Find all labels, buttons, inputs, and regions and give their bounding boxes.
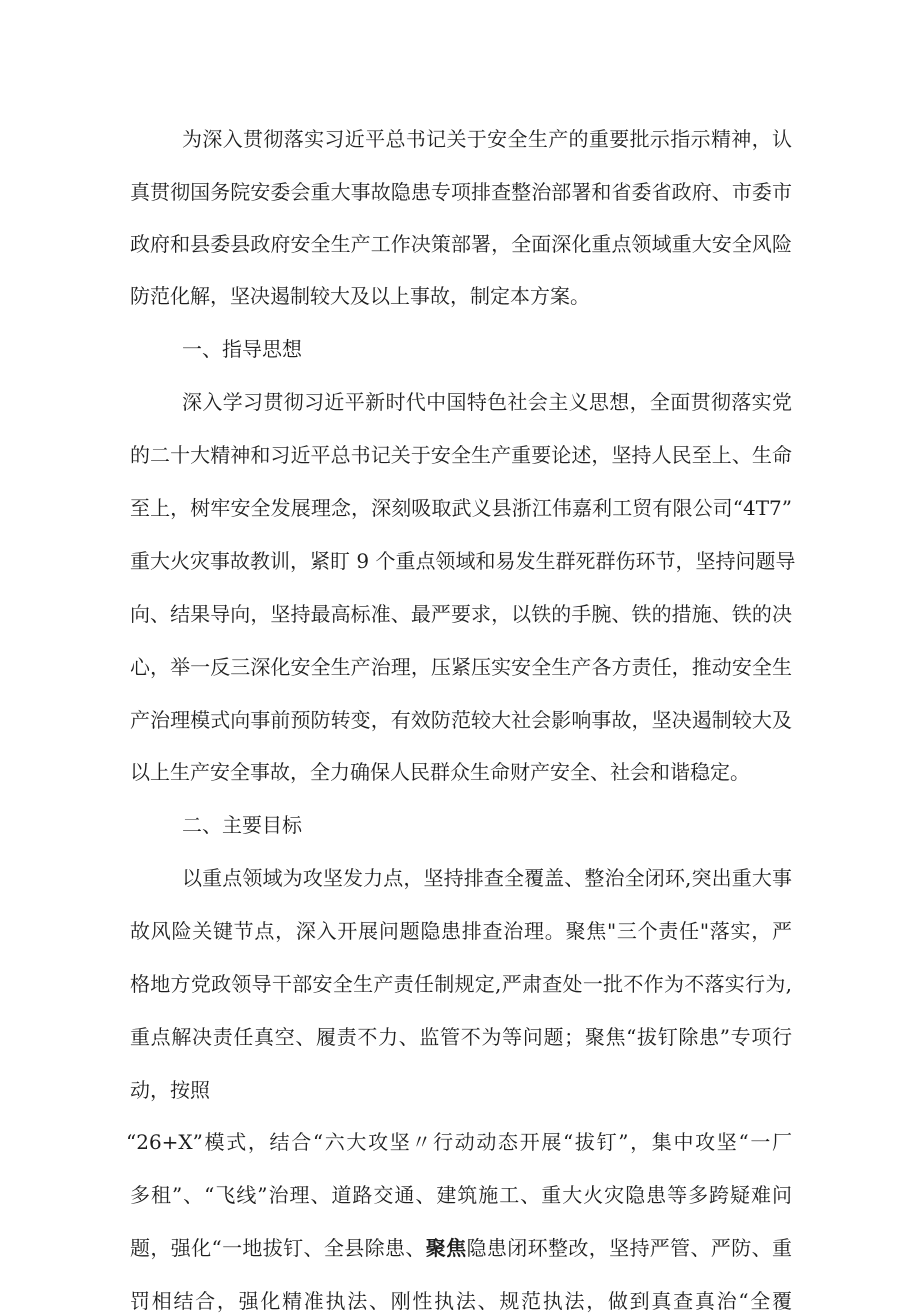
section2-line-3: 格地方党政领导干部安全生产责任制规定,严肃查处一批不作为不落实行为, bbox=[130, 972, 792, 996]
section2-line-5: 动，按照 bbox=[130, 1078, 210, 1102]
section2-line-7: 多租”、“飞线”治理、道路交通、建筑施工、重大火灾隐患等多跨疑难问 bbox=[130, 1183, 792, 1207]
section-heading-main-goals: 二、主要目标 bbox=[182, 813, 302, 837]
section1-line-6: 心，举一反三深化安全生产治理，压紧压实安全生产各方责任，推动安全生 bbox=[130, 655, 792, 679]
section1-line-2: 的二十大精神和习近平总书记关于安全生产重要论述，坚持人民至上、生命 bbox=[130, 443, 792, 467]
section2-line-4: 重点解决责任真空、履责不力、监管不为等问题；聚焦“拔钉除患”专项行 bbox=[130, 1025, 792, 1049]
section-heading-guiding-thought: 一、指导思想 bbox=[182, 337, 302, 361]
section2-line-9: 罚相结合，强化精准执法、刚性执法、规范执法，做到真查真治“全覆 bbox=[130, 1289, 792, 1313]
section2-line-1: 以重点领域为攻坚发力点，坚持排查全覆盖、整治全闭环,突出重大事 bbox=[182, 866, 792, 890]
section1-line-7: 产治理模式向事前预防转变，有效防范较大社会影响事故，坚决遏制较大及 bbox=[130, 708, 792, 732]
intro-line-1: 为深入贯彻落实习近平总书记关于安全生产的重要批示指示精神，认 bbox=[182, 127, 792, 151]
section1-line-1: 深入学习贯彻习近平新时代中国特色社会主义思想，全面贯彻落实党 bbox=[182, 390, 792, 414]
section1-line-3: 至上，树牢安全发展理念，深刻吸取武义县浙江伟嘉利工贸有限公司“4T7” bbox=[130, 496, 792, 520]
intro-line-4: 防范化解，坚决遏制较大及以上事故，制定本方案。 bbox=[130, 284, 590, 308]
section2-line-6: “26+X”模式，结合“六大攻坚〃行动动态开展“拔钉”，集中攻坚“一厂 bbox=[126, 1130, 792, 1154]
section2-line-8-part-1: 题，强化“一地拔钉、全县除患、 bbox=[130, 1236, 426, 1260]
section2-line-8-bold: 聚焦 bbox=[425, 1236, 467, 1260]
section1-line-8: 以上生产安全事故，全力确保人民群众生命财产安全、社会和谐稳定。 bbox=[130, 760, 750, 784]
section2-line-2: 故风险关键节点，深入开展问题隐患排查治理。聚焦"三个责任"落实，严 bbox=[130, 919, 792, 943]
section1-line-5: 向、结果导向，坚持最高标准、最严要求，以铁的手腕、铁的措施、铁的决 bbox=[130, 602, 792, 626]
section2-line-8 bbox=[130, 1236, 792, 1260]
section1-line-4: 重大火灾事故教训，紧盯 9 个重点领域和易发生群死群伤环节，坚持问题导 bbox=[130, 549, 796, 573]
intro-line-3: 政府和县委县政府安全生产工作决策部署，全面深化重点领域重大安全风险 bbox=[130, 232, 792, 256]
intro-line-2: 真贯彻国务院安委会重大事故隐患专项排查整治部署和省委省政府、市委市 bbox=[130, 180, 792, 204]
section2-line-8-part-2: 隐患闭环整改，坚持严管、严防、重 bbox=[466, 1236, 793, 1260]
